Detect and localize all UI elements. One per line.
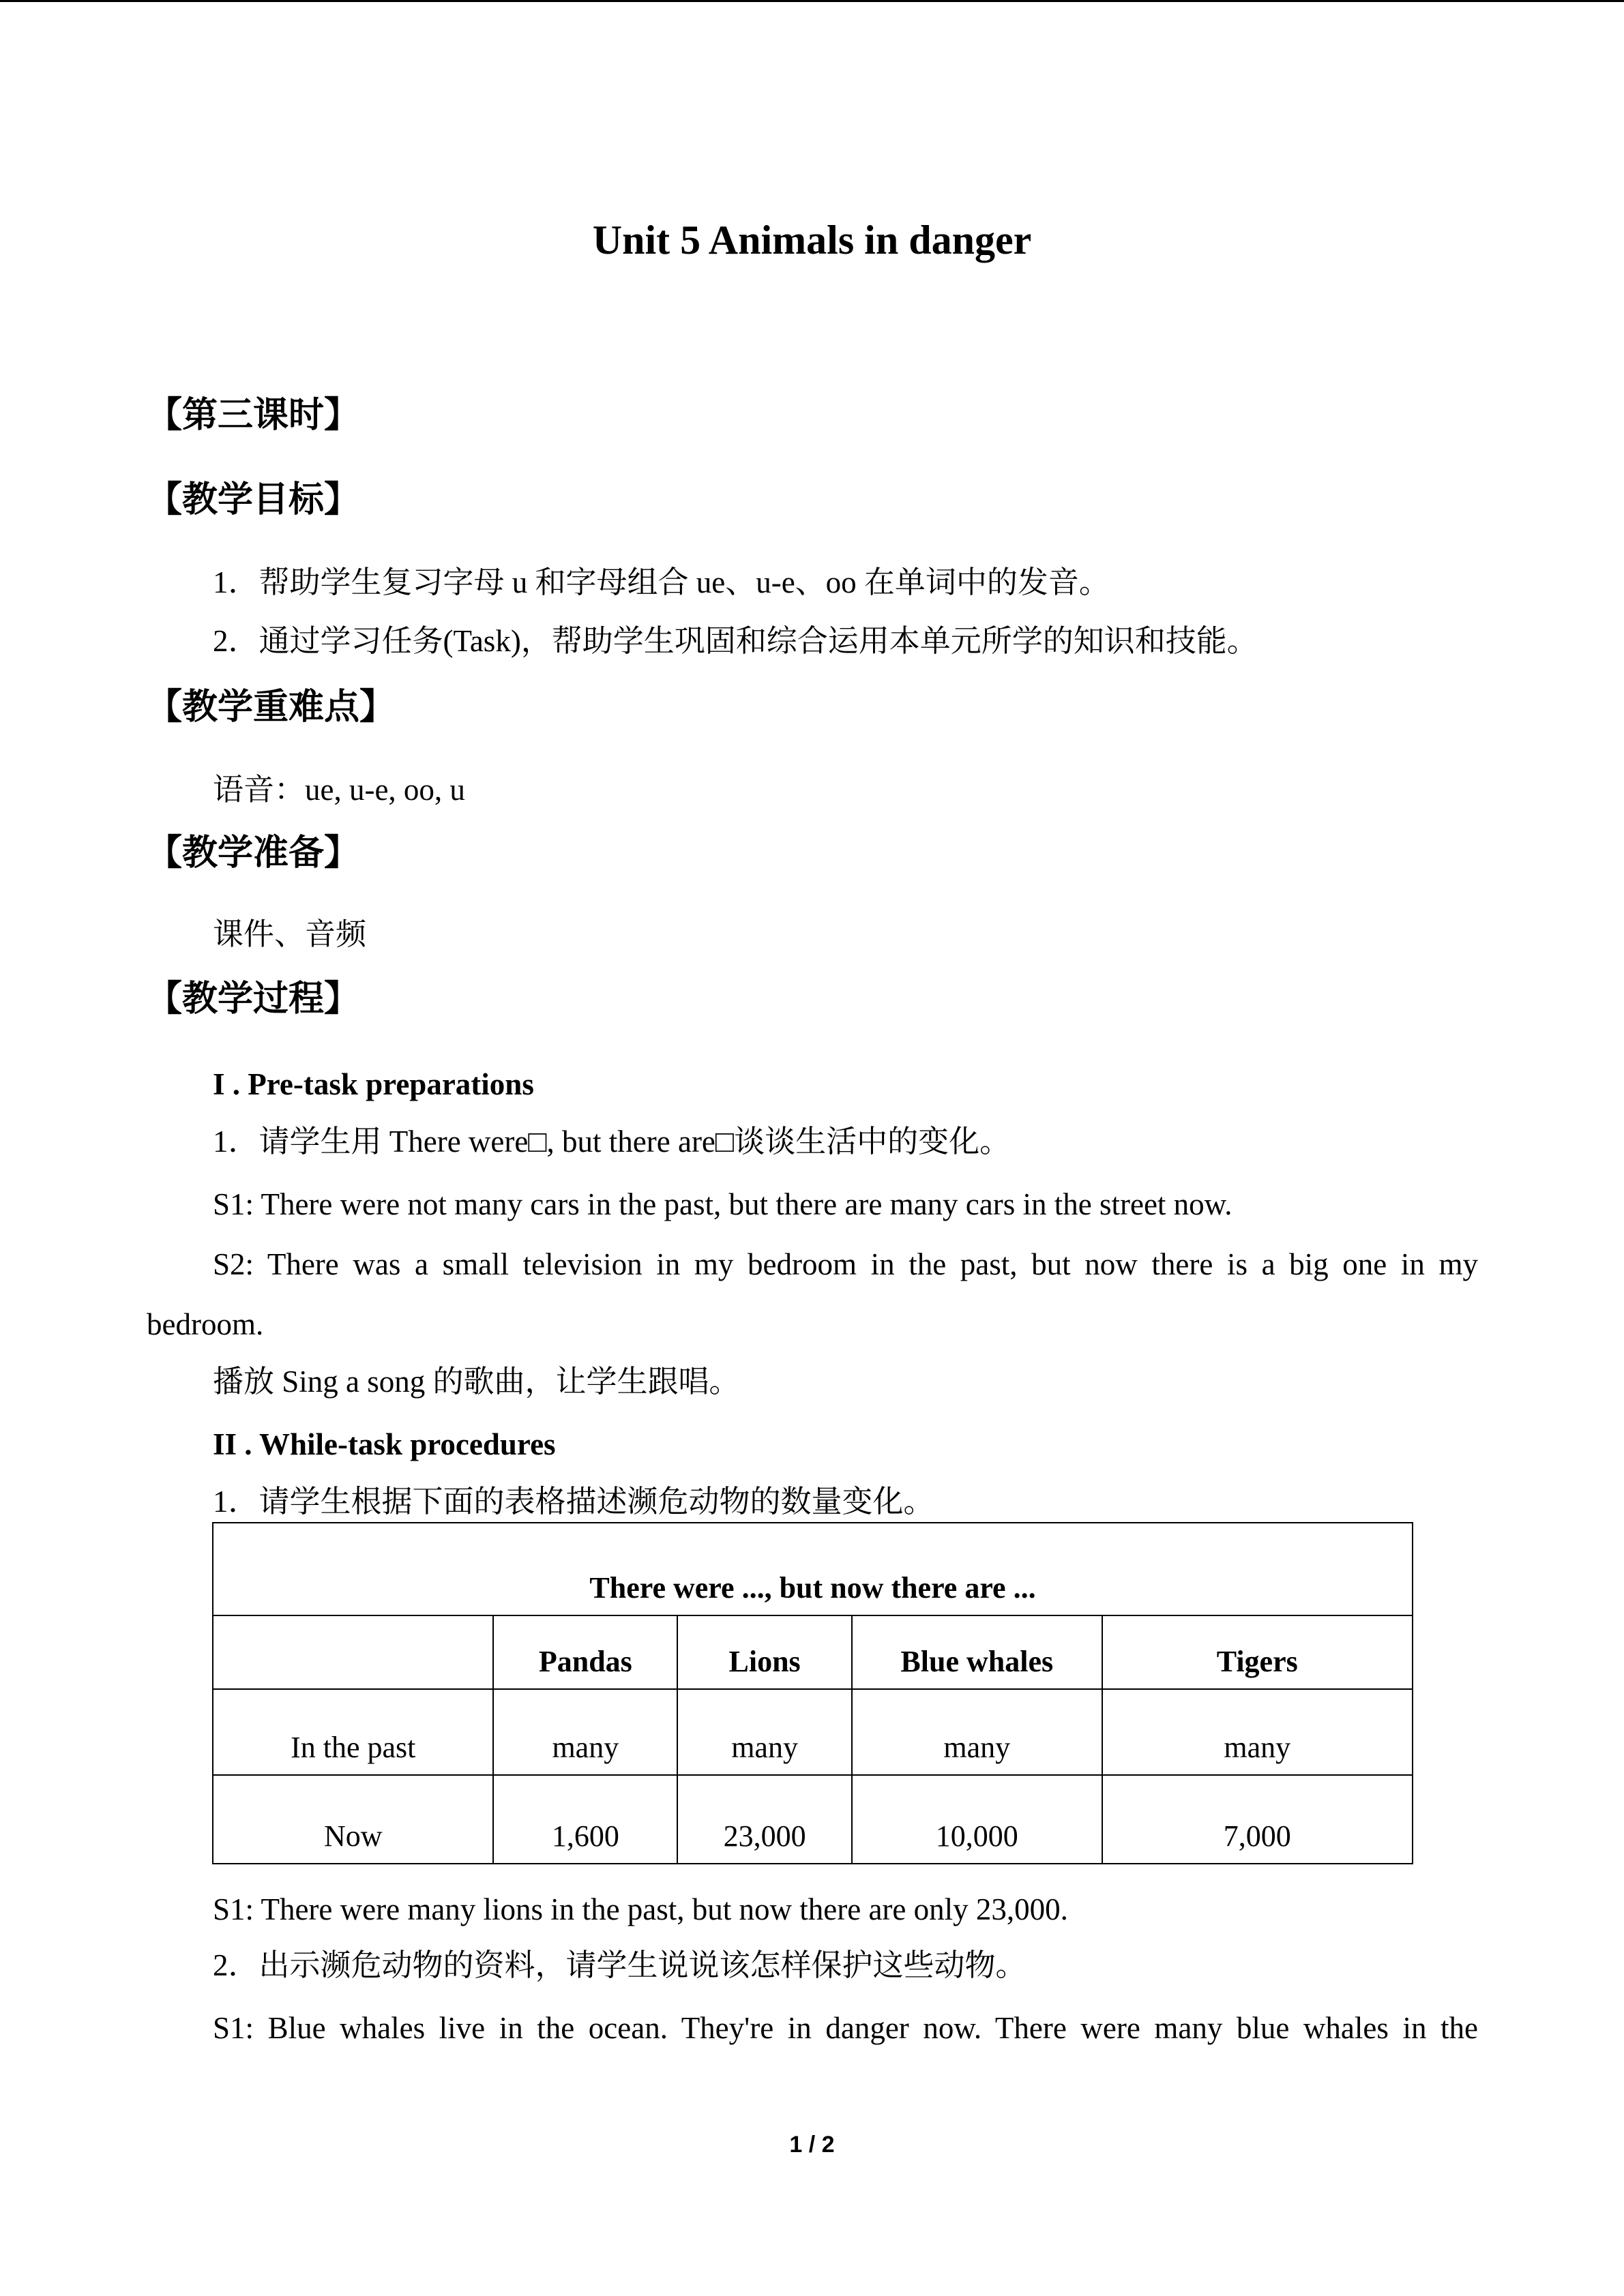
column-header-tigers: Tigers (1102, 1615, 1413, 1689)
section-2-s1: S1: There were many lions in the past, but now there are only 23,000. (213, 1892, 1068, 1926)
table-cell: 10,000 (852, 1775, 1102, 1864)
heading-objectives: 【教学目标】 (147, 479, 360, 520)
document-title: Unit 5 Animals in danger (592, 218, 1032, 263)
section-1-item-1: 1．请学生用 There were□, but there are□谈谈生活中的变化。 (213, 1124, 1011, 1159)
table-cell: 23,000 (677, 1775, 852, 1864)
column-header-pandas: Pandas (493, 1615, 677, 1689)
table-cell: many (852, 1689, 1102, 1775)
page-number: 1 / 2 (789, 2132, 835, 2158)
column-header-blue-whales: Blue whales (852, 1615, 1102, 1689)
table-row (213, 1775, 1413, 1864)
section-1-s2-line-2: bedroom. (147, 1307, 264, 1341)
section-2-item-1: 1．请学生根据下面的表格描述濒危动物的数量变化。 (213, 1485, 934, 1519)
row-label-in-the-past: In the past (213, 1689, 493, 1775)
section-2-item-2: 2．出示濒危动物的资料，请学生说说该怎样保护这些动物。 (213, 1948, 1027, 1982)
table-caption: There were ..., but now there are ... (213, 1523, 1413, 1615)
section-2-s1b: S1: Blue whales live in the ocean. They're in danger now. There were many blue whales in the (213, 2011, 1478, 2045)
column-header-lions: Lions (677, 1615, 852, 1689)
objective-1: 1．帮助学生复习字母 u 和字母组合 ue、u-e、oo 在单词中的发音。 (213, 565, 1110, 599)
heading-lesson: 【第三课时】 (147, 395, 360, 436)
table-cell: many (1102, 1689, 1413, 1775)
key-points-text: 语音：ue, u-e, oo, u (213, 773, 465, 807)
table-cell: many (677, 1689, 852, 1775)
section-1-s1: S1: There were not many cars in the past, but there are many cars in the street now. (213, 1187, 1232, 1221)
objective-2: 2．通过学习任务(Task)，帮助学生巩固和综合运用本单元所学的知识和技能。 (213, 624, 1258, 658)
table-cell: many (493, 1689, 677, 1775)
heading-process: 【教学过程】 (147, 979, 360, 1019)
heading-preparation: 【教学准备】 (147, 833, 360, 874)
heading-key-points: 【教学重难点】 (147, 687, 396, 728)
section-1-song: 播放 Sing a song 的歌曲，让学生跟唱。 (213, 1365, 740, 1399)
section-1-s2-line-1: S2: There was a small television in my bedroom in the past, but now there is a big one in my (213, 1247, 1478, 1281)
table-cell: 7,000 (1102, 1775, 1413, 1864)
page-top-border (0, 0, 1624, 2)
section-1-title: I . Pre-task preparations (213, 1067, 534, 1101)
table-corner-cell (213, 1615, 493, 1689)
population-table (212, 1522, 1413, 1864)
section-2-title: II . While-task procedures (213, 1427, 556, 1461)
table-cell: 1,600 (493, 1775, 677, 1864)
row-label-now: Now (213, 1775, 493, 1864)
preparation-text: 课件、音频 (213, 917, 367, 951)
table-row (213, 1689, 1413, 1775)
